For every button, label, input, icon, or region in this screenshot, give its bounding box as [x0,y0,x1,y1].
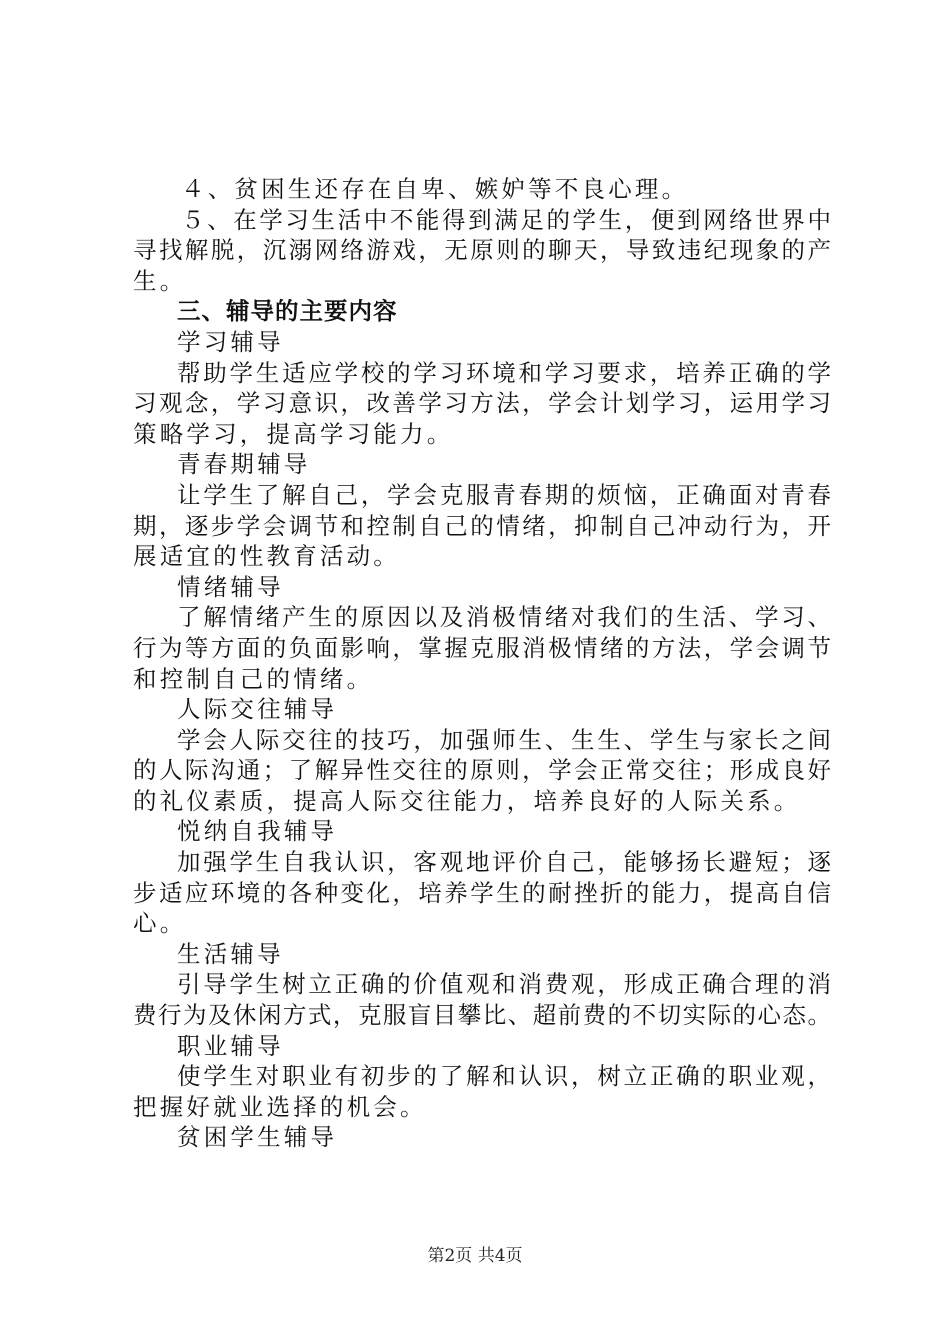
subsection-title: 情绪辅导 [177,572,284,601]
paragraph-line: 引导学生树立正确的价值观和消费观，形成正确合理的消 [177,970,831,999]
paragraph-line: 心。 [133,909,187,938]
subsection-title: 青春期辅导 [177,450,311,479]
paragraph-line: 的礼仪素质，提高人际交往能力，培养良好的人际关系。 [133,786,801,815]
subsection-title: 生活辅导 [177,939,284,968]
paragraph-line: 策略学习，提高学习能力。 [133,419,454,448]
paragraph-line: 了解情绪产生的原因以及消极情绪对我们的生活、学习、 [177,603,831,632]
subsection-title: 贫困学生辅导 [177,1123,338,1152]
paragraph-line: 帮助学生适应学校的学习环境和学习要求，培养正确的学 [177,358,831,387]
document-body [133,174,831,1153]
paragraph-line: ５、在学习生活中不能得到满足的学生，便到网络世界中 [181,205,831,234]
subsection-title: 人际交往辅导 [177,695,338,724]
paragraph-line: 展适宜的性教育活动。 [133,542,400,571]
paragraph-line: 期，逐步学会调节和控制自己的情绪，抑制自己冲动行为，开 [133,511,831,540]
paragraph-line: 费行为及休闲方式，克服盲目攀比、超前费的不切实际的心态。 [133,1001,831,1030]
paragraph-line: 学会人际交往的技巧，加强师生、生生、学生与家长之间 [177,725,831,754]
paragraph-line: ４、贫困生还存在自卑、嫉妒等不良心理。 [181,175,689,203]
paragraph-line: 习观念，学习意识，改善学习方法，学会计划学习，运用学习 [133,389,831,418]
subsection-title: 职业辅导 [177,1031,284,1060]
paragraph-line: 行为等方面的负面影响，掌握克服消极情绪的方法，学会调节 [133,633,831,662]
paragraph-line: 使学生对职业有初步的了解和认识，树立正确的职业观， [177,1062,831,1091]
paragraph-line: 让学生了解自己，学会克服青春期的烦恼，正确面对青春 [177,480,831,509]
paragraph-line: 寻找解脱，沉溺网络游戏，无原则的聊天，导致违纪现象的产 [133,236,831,265]
paragraph-line: 加强学生自我认识，客观地评价自己，能够扬长避短；逐 [177,848,831,877]
paragraph-line: 生。 [133,266,187,295]
paragraph-line: 步适应环境的各种变化，培养学生的耐挫折的能力，提高自信 [133,878,831,907]
page-number-footer: 第2页 共4页 [427,1246,523,1266]
paragraph-line: 的人际沟通；了解异性交往的原则，学会正常交往；形成良好 [133,756,831,785]
paragraph-line: 把握好就业选择的机会。 [133,1092,427,1121]
paragraph-line: 和控制自己的情绪。 [133,664,374,693]
section-heading: 三、辅导的主要内容 [177,297,398,326]
subsection-title: 学习辅导 [177,327,284,356]
subsection-title: 悦纳自我辅导 [177,817,338,846]
